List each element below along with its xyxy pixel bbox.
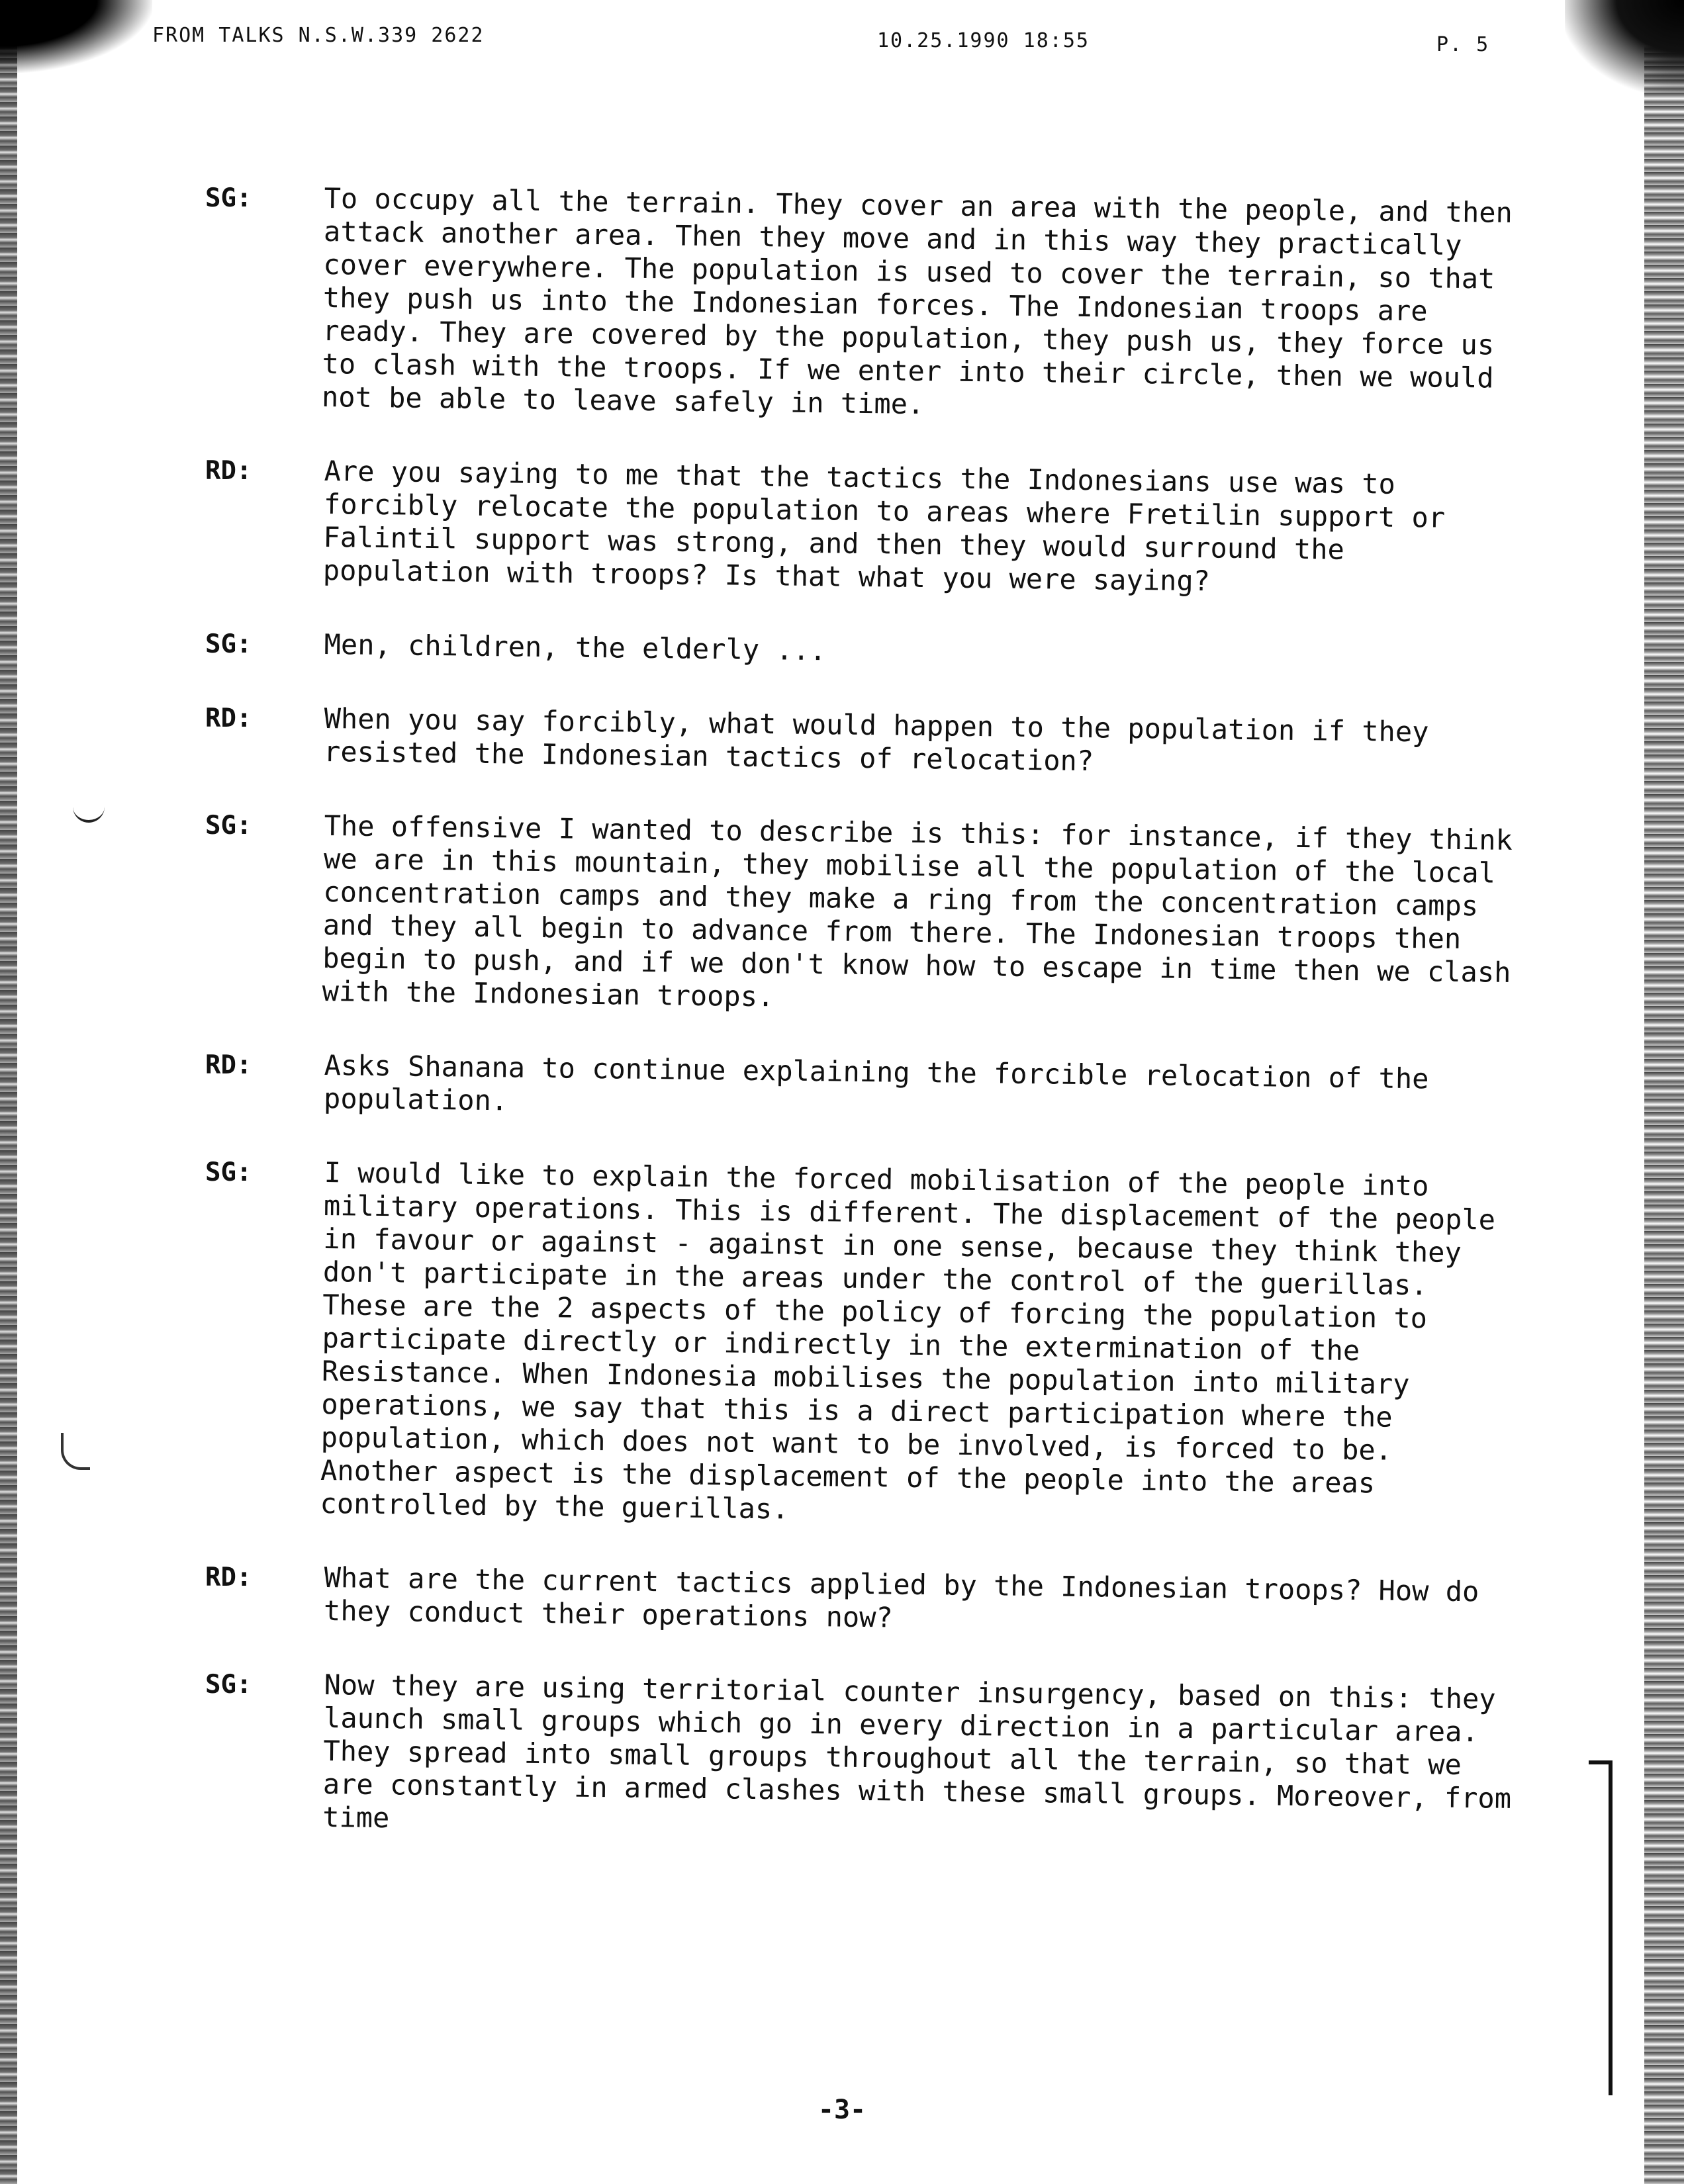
speaker-label: RD: xyxy=(205,456,252,486)
speaker-label: SG: xyxy=(205,1670,252,1700)
transcript-entry xyxy=(205,1049,1522,1115)
margin-bracket-mark xyxy=(1589,1760,1613,2095)
transcript-entry xyxy=(205,1668,1522,1834)
transcript-entry xyxy=(205,702,1522,778)
speaker-label: RD: xyxy=(205,1050,252,1080)
speaker-text: I would like to explain the forced mobilisation of the people into military operations. This is different. The displacement of the people in favour or against - against in one sense, because they think they don't participate in the areas under the control of the guerillas. These are the 2 aspects of the policy of forcing the population to participate directly or indirectly in the extermination of the Resistance. When Indonesia mobilises the population into military operations, we say that this is a direct participation where the population, which does not want to be involved, is forced to be. Another aspect is the displacement of the people into the areas controlled by the guerillas. xyxy=(320,1156,1496,1525)
transcript-entry xyxy=(205,182,1522,421)
speaker-label: SG: xyxy=(205,183,252,213)
transcript-entry xyxy=(205,628,1522,667)
margin-pen-mark xyxy=(61,1433,90,1470)
speaker-text: To occupy all the terrain. They cover an area with the people, and then attack another area. Then they move and in this way they practically cover everywhere. The population is used to cover the terrain, so that they push us into the Indonesian forces. The Indonesian troops are ready. They are covered by the population, they push us, they force us to clash with the troops. If we enter into their circle, then we would not be able to leave safely in time. xyxy=(321,182,1513,421)
speaker-label: RD: xyxy=(205,704,252,733)
speaker-text: Asks Shanana to continue explaining the forcible relocation of the population. xyxy=(323,1049,1429,1117)
speaker-label: SG: xyxy=(205,811,252,841)
speaker-text: Are you saying to me that the tactics the Indonesians use was to forcibly relocate the population to areas where Fretilin support or Falintil support was strong, and then they would surround the population with troops? Is that what you were saying? xyxy=(322,455,1446,598)
interview-transcript xyxy=(205,182,1522,1875)
fax-sender-line: FROM TALKS N.S.W.339 2622 xyxy=(152,24,485,47)
fax-page-number: P. 5 xyxy=(1436,33,1490,56)
speaker-label: RD: xyxy=(205,1563,252,1592)
speaker-label: SG: xyxy=(205,629,252,659)
scan-corner-top-left xyxy=(0,0,152,73)
scan-edge-left xyxy=(0,0,17,2184)
transcript-entry xyxy=(205,809,1522,1013)
speaker-text: When you say forcibly, what would happen to the population if they resisted the Indonesian tactics of relocation? xyxy=(323,702,1429,778)
transcript-entry xyxy=(205,1561,1522,1634)
speaker-text: What are the current tactics applied by the Indonesian troops? How do they conduct their operations now? xyxy=(323,1561,1479,1634)
speaker-text: Men, children, the elderly ... xyxy=(324,628,827,667)
margin-pen-mark xyxy=(73,804,105,823)
speaker-text: Now they are using territorial counter insurgency, based on this: they launch small groups which go in every direction in a particular area. They spread into small groups throughout all the terrain, so that we are constantly in armed clashes with these small groups. Moreover, from time xyxy=(322,1668,1512,1835)
transcript-entry xyxy=(205,1156,1522,1525)
scan-edge-right xyxy=(1644,0,1684,2184)
transcript-entry xyxy=(205,455,1522,598)
speaker-text: The offensive I wanted to describe is this: for instance, if they think we are in this mountain, they mobilise all the population of the local concentration camps and they make a ring from the concentration camps and they all begin to advance from there. The Indonesian troops then begin to push, and if we don't know how to escape in time then we clash with the Indonesian troops. xyxy=(322,809,1513,1013)
speaker-label: SG: xyxy=(205,1158,252,1187)
fax-datetime: 10.25.1990 18:55 xyxy=(877,29,1090,52)
page-number-footer: -3- xyxy=(818,2095,866,2125)
fax-header xyxy=(152,24,1684,56)
